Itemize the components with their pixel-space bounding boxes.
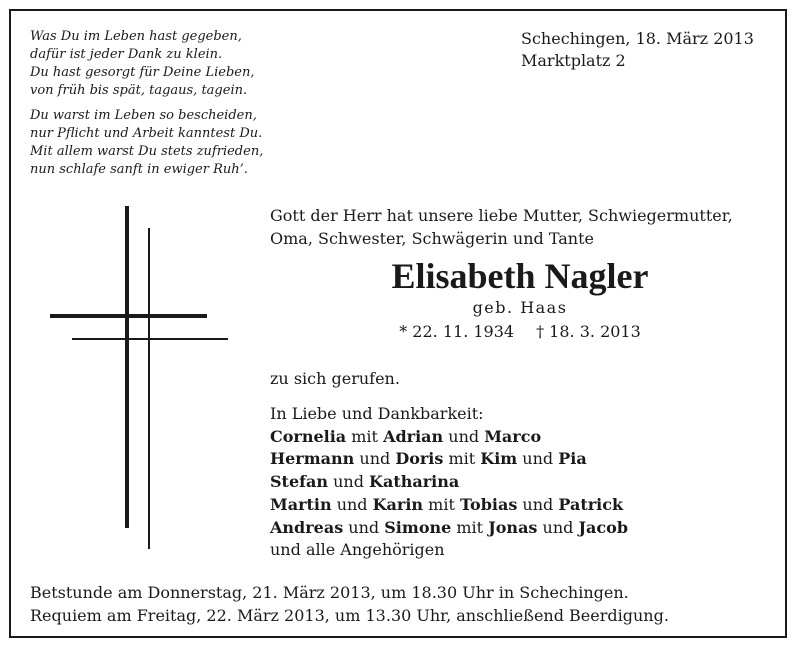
maiden-name: geb. Haas bbox=[472, 298, 568, 317]
poem-line: Du warst im Leben so bescheiden, bbox=[30, 108, 257, 123]
poem-line: Du hast gesorgt für Deine Lieben, bbox=[30, 65, 255, 80]
poem-stanza bbox=[30, 107, 330, 179]
mourner-name: Andreas bbox=[270, 517, 344, 537]
deceased-name: Elisabeth Nagler bbox=[391, 256, 649, 296]
place-and-date bbox=[521, 28, 754, 72]
connector-text: und bbox=[443, 426, 485, 446]
mourner-name: Patrick bbox=[558, 494, 624, 514]
mourner-name: Kim bbox=[480, 449, 518, 469]
intro-line: Gott der Herr hat unsere liebe Mutter, Schwiegermutter, bbox=[270, 206, 733, 225]
poem-line: nun schlafe sanft in ewiger Ruh’. bbox=[30, 162, 248, 177]
announcement-intro bbox=[270, 204, 780, 250]
mourner-name: Stefan bbox=[270, 472, 329, 492]
mourner-row bbox=[270, 494, 770, 517]
mourners-closing: und alle Angehörigen bbox=[270, 540, 445, 560]
poem-line: nur Pflicht und Arbeit kanntest Du. bbox=[30, 126, 263, 141]
mourner-name: Pia bbox=[558, 449, 587, 469]
connector-text: mit bbox=[423, 494, 460, 514]
memorial-poem bbox=[30, 28, 330, 186]
cross-vertical-bar bbox=[125, 206, 129, 528]
birth-date: * 22. 11. 1934 bbox=[399, 322, 515, 341]
connector-text: mit bbox=[451, 517, 489, 537]
connector-text: mit bbox=[443, 449, 481, 469]
life-dates bbox=[270, 321, 770, 343]
address-line: Marktplatz 2 bbox=[521, 51, 626, 70]
cross-vertical-bar bbox=[148, 228, 150, 549]
poem-line: Was Du im Leben hast gegeben, bbox=[30, 29, 242, 44]
mourner-name: Simone bbox=[384, 517, 452, 537]
poem-stanza bbox=[30, 28, 330, 100]
connector-text: und bbox=[354, 449, 396, 469]
connector-text: und bbox=[517, 449, 559, 469]
mourner-name: Cornelia bbox=[270, 426, 347, 446]
mourners-heading: In Liebe und Dankbarkeit: bbox=[270, 404, 484, 423]
mourner-name: Adrian bbox=[383, 426, 444, 446]
mourner-name: Doris bbox=[395, 449, 444, 469]
service-notices bbox=[30, 581, 770, 627]
connector-text: und bbox=[328, 472, 370, 492]
intro-line: Oma, Schwester, Schwägerin und Tante bbox=[270, 229, 594, 248]
poem-line: Mit allem warst Du stets zufrieden, bbox=[30, 144, 264, 159]
cross-horizontal-bar bbox=[72, 338, 228, 340]
mourner-row bbox=[270, 426, 770, 449]
mourner-name: Karin bbox=[372, 494, 424, 514]
mourners-list bbox=[270, 403, 770, 562]
death-date: † 18. 3. 2013 bbox=[536, 322, 641, 341]
connector-text: mit bbox=[346, 426, 384, 446]
connector-text: und bbox=[517, 494, 559, 514]
mourner-name: Martin bbox=[270, 494, 332, 514]
connector-text: und bbox=[343, 517, 385, 537]
connector-text: und bbox=[537, 517, 579, 537]
mourner-row bbox=[270, 448, 770, 471]
connector-text: und bbox=[331, 494, 373, 514]
called-home-text: zu sich gerufen. bbox=[270, 369, 400, 388]
prayer-notice: Betstunde am Donnerstag, 21. März 2013, um 18.30 Uhr in Schechingen. bbox=[30, 583, 629, 602]
place-date-line: Schechingen, 18. März 2013 bbox=[521, 29, 754, 48]
mourner-name: Jonas bbox=[488, 517, 538, 537]
poem-line: von früh bis spät, tagaus, tagein. bbox=[30, 83, 248, 98]
mourner-row bbox=[270, 471, 770, 494]
mourner-name: Jacob bbox=[578, 517, 629, 537]
mourner-rows bbox=[270, 426, 770, 540]
mourner-row bbox=[270, 517, 770, 540]
mourner-name: Tobias bbox=[459, 494, 518, 514]
mourner-name: Marco bbox=[484, 426, 542, 446]
poem-line: dafür ist jeder Dank zu klein. bbox=[30, 47, 223, 62]
requiem-notice: Requiem am Freitag, 22. März 2013, um 13.30 Uhr, anschließend Beerdigung. bbox=[30, 606, 669, 625]
cross-horizontal-bar bbox=[50, 314, 207, 318]
mourner-name: Hermann bbox=[270, 449, 355, 469]
mourner-name: Katharina bbox=[369, 472, 460, 492]
